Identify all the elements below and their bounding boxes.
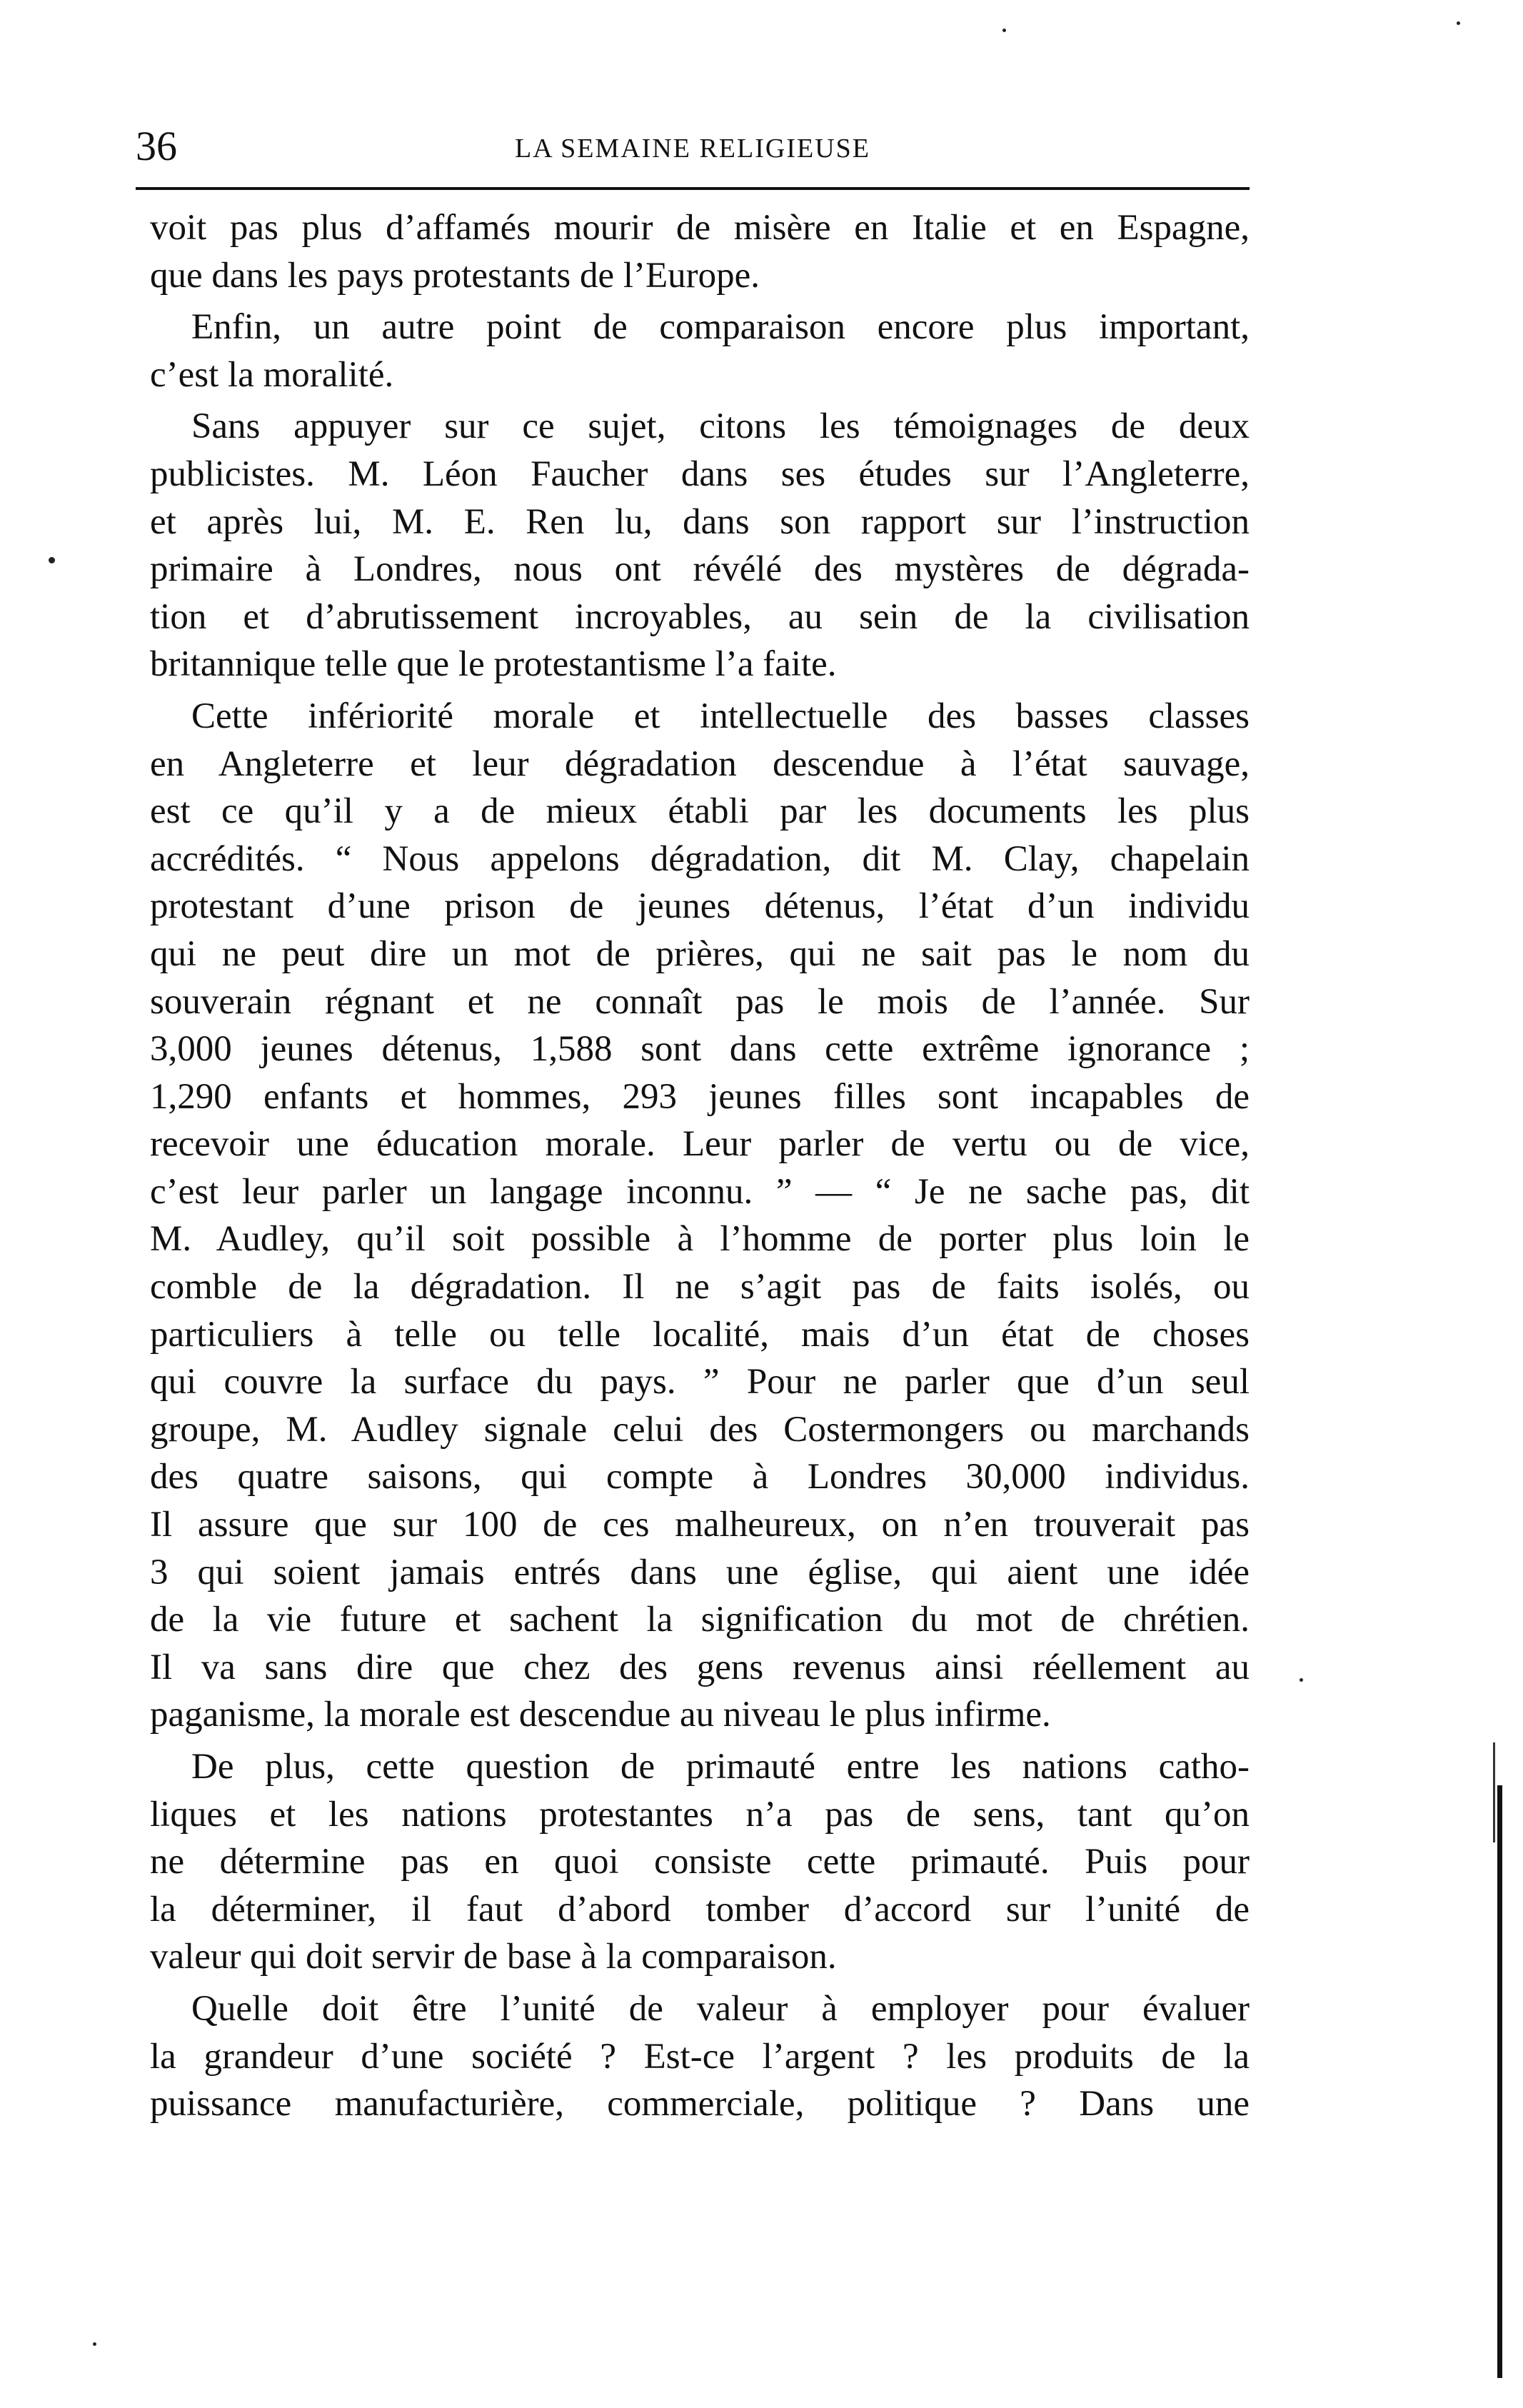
running-title: LA SEMAINE RELIGIEUSE [515,134,870,164]
text-line: valeur qui doit servir de base à la comparaison. [150,1937,837,1977]
text-line: la grandeur d’une société ? Est-ce l’argent ? les produits de la [150,2036,1250,2077]
text-line: groupe, M. Audley signale celui des Costermongers ou marchands [150,1409,1250,1450]
scan-speck [93,2342,96,2346]
text-line: 1,290 enfants et hommes, 293 jeunes filles sont incapables de [150,1076,1250,1117]
scan-speck [1457,21,1460,25]
paragraph [150,403,1250,688]
text-line: M. Audley, qu’il soit possible à l’homme de porter plus loin le [150,1219,1250,1260]
text-line: que dans les pays protestants de l’Europe. [150,255,760,296]
text-line: accrédités. “ Nous appelons dégradation, dit M. Clay, chapelain [150,838,1250,879]
text-line: tion et d’abrutissement incroyables, au sein de la civilisation [150,596,1250,637]
paragraph [150,693,1250,1739]
text-line: 3 qui soient jamais entrés dans une église, qui aient une idée [150,1552,1250,1592]
paragraph [150,1743,1250,1981]
scan-speck [1002,29,1006,32]
text-line: protestant d’une prison de jeunes détenus, l’état d’un individu [150,886,1250,927]
text-line: qui couvre la surface du pays. ” Pour ne parler que d’un seul [150,1362,1250,1403]
text-line: De plus, cette question de primauté entre les nations catho- [191,1747,1250,1787]
text-line: qui ne peut dire un mot de prières, qui ne sait pas le nom du [150,933,1250,974]
text-line: puissance manufacturière, commerciale, politique ? Dans une [150,2084,1250,2124]
text-line: est ce qu’il y a de mieux établi par les documents les plus [150,791,1250,832]
text-line: particuliers à telle ou telle localité, mais d’un état de choses [150,1314,1250,1355]
text-line: Cette infériorité morale et intellectuelle des basses classes [191,696,1250,736]
text-line: recevoir une éducation morale. Leur parler de vertu ou de vice, [150,1124,1250,1165]
paragraph [150,1985,1250,2128]
scan-edge-shadow [1493,1742,1495,1842]
text-line: britannique telle que le protestantisme l’a faite. [150,644,837,685]
paragraph [150,303,1250,398]
body-text [150,204,1250,2132]
text-line: des quatre saisons, qui compte à Londres 30,000 individus. [150,1457,1250,1498]
text-line: et après lui, M. E. Ren lu, dans son rapport sur l’instruction [150,501,1250,542]
text-line: de la vie future et sachent la signification du mot de chrétien. [150,1600,1250,1640]
scan-edge-shadow [1497,1785,1502,2378]
text-line: c’est la moralité. [150,354,394,395]
text-line: c’est leur parler un langage inconnu. ” — “ Je ne sache pas, dit [150,1171,1250,1212]
text-line: 3,000 jeunes détenus, 1,588 sont dans cette extrême ignorance ; [150,1029,1250,1070]
text-line: paganisme, la morale est descendue au niveau le plus infirme. [150,1695,1051,1735]
text-line: Il va sans dire que chez des gens revenus ainsi réellement au [150,1647,1250,1687]
text-line: ne détermine pas en quoi consiste cette primauté. Puis pour [150,1842,1250,1882]
text-line: Il assure que sur 100 de ces malheureux, on n’en trouverait pas [150,1505,1250,1545]
text-line: en Angleterre et leur dégradation descendue à l’état sauvage, [150,743,1250,784]
text-line: Sans appuyer sur ce sujet, citons les témoignages de deux [191,406,1250,447]
paragraph [150,204,1250,299]
text-line: liques et les nations protestantes n’a pas de sens, tant qu’on [150,1794,1250,1835]
page-header [136,121,1250,171]
text-line: voit pas plus d’affamés mourir de misère en Italie et en Espagne, [150,208,1250,248]
text-line: souverain régnant et ne connaît pas le mois de l’année. Sur [150,981,1250,1022]
header-rule [136,187,1250,190]
text-line: Quelle doit être l’unité de valeur à employer pour évaluer [191,1988,1250,2029]
page-number: 36 [136,123,177,169]
text-line: primaire à Londres, nous ont révélé des mystères de dégrada- [150,549,1250,590]
text-line: Enfin, un autre point de comparaison encore plus important, [191,307,1250,348]
text-line: la déterminer, il faut d’abord tomber d’accord sur l’unité de [150,1889,1250,1930]
scan-speck [49,557,55,563]
text-line: comble de la dégradation. Il ne s’agit pas de faits isolés, ou [150,1267,1250,1308]
text-line: publicistes. M. Léon Faucher dans ses études sur l’Angleterre, [150,453,1250,494]
scan-speck [1300,1678,1303,1682]
